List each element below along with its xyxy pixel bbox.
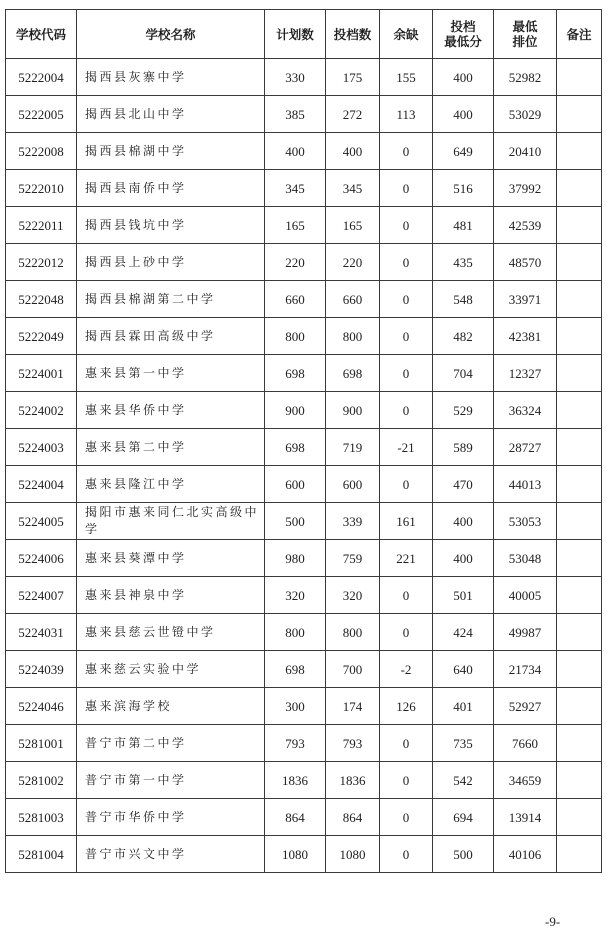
cell-plan-count: 600 — [265, 466, 326, 503]
cell-admitted-count: 345 — [326, 170, 380, 207]
cell-school-name: 惠来县慈云世镫中学 — [77, 614, 265, 651]
table-row — [6, 762, 602, 799]
cell-shortfall: 0 — [380, 392, 433, 429]
cell-plan-count: 300 — [265, 688, 326, 725]
cell-admitted-count: 320 — [326, 577, 380, 614]
cell-school-code: 5224031 — [6, 614, 77, 651]
cell-school-code: 5222008 — [6, 133, 77, 170]
cell-admitted-count: 900 — [326, 392, 380, 429]
cell-note — [557, 392, 602, 429]
cell-school-code: 5224001 — [6, 355, 77, 392]
cell-min-score: 400 — [433, 96, 494, 133]
cell-min-rank: 42381 — [494, 318, 557, 355]
header-min-rank-line2: 排位 — [512, 34, 538, 49]
cell-school-name: 惠来滨海学校 — [77, 688, 265, 725]
table-row — [6, 429, 602, 466]
cell-min-score: 542 — [433, 762, 494, 799]
cell-note — [557, 170, 602, 207]
cell-school-name: 揭西县灰寨中学 — [77, 59, 265, 96]
cell-note — [557, 133, 602, 170]
table-row — [6, 281, 602, 318]
cell-school-code: 5222049 — [6, 318, 77, 355]
cell-plan-count: 1836 — [265, 762, 326, 799]
cell-note — [557, 799, 602, 836]
cell-school-name: 惠来慈云实验中学 — [77, 651, 265, 688]
cell-shortfall: 0 — [380, 170, 433, 207]
cell-plan-count: 320 — [265, 577, 326, 614]
cell-plan-count: 660 — [265, 281, 326, 318]
cell-min-score: 400 — [433, 540, 494, 577]
cell-school-name: 揭阳市惠来同仁北实高级中学 — [77, 503, 265, 540]
cell-plan-count: 385 — [265, 96, 326, 133]
table-row — [6, 133, 602, 170]
cell-min-score: 481 — [433, 207, 494, 244]
cell-plan-count: 698 — [265, 355, 326, 392]
cell-note — [557, 577, 602, 614]
cell-school-name: 惠来县神泉中学 — [77, 577, 265, 614]
cell-plan-count: 500 — [265, 503, 326, 540]
table-body — [6, 59, 602, 873]
header-min-score-line1: 投档 — [450, 19, 476, 34]
cell-school-code: 5281004 — [6, 836, 77, 873]
cell-min-rank: 53048 — [494, 540, 557, 577]
cell-note — [557, 688, 602, 725]
cell-school-code: 5224007 — [6, 577, 77, 614]
header-min-score — [433, 10, 494, 59]
cell-min-score: 435 — [433, 244, 494, 281]
header-admitted-count: 投档数 — [326, 10, 380, 59]
cell-admitted-count: 220 — [326, 244, 380, 281]
cell-school-name: 惠来县华侨中学 — [77, 392, 265, 429]
cell-shortfall: 155 — [380, 59, 433, 96]
cell-school-code: 5224003 — [6, 429, 77, 466]
cell-min-rank: 40106 — [494, 836, 557, 873]
cell-min-score: 500 — [433, 836, 494, 873]
cell-min-rank: 34659 — [494, 762, 557, 799]
header-min-rank-line1: 最低 — [512, 19, 538, 34]
table-row — [6, 392, 602, 429]
cell-note — [557, 281, 602, 318]
cell-min-score: 640 — [433, 651, 494, 688]
cell-note — [557, 59, 602, 96]
table-row — [6, 799, 602, 836]
cell-plan-count: 793 — [265, 725, 326, 762]
cell-min-score: 400 — [433, 59, 494, 96]
cell-plan-count: 1080 — [265, 836, 326, 873]
cell-min-score: 529 — [433, 392, 494, 429]
table-row — [6, 540, 602, 577]
cell-school-name: 惠来县葵潭中学 — [77, 540, 265, 577]
cell-school-code: 5281001 — [6, 725, 77, 762]
cell-plan-count: 900 — [265, 392, 326, 429]
cell-school-code: 5222048 — [6, 281, 77, 318]
cell-school-code: 5224039 — [6, 651, 77, 688]
cell-note — [557, 429, 602, 466]
cell-plan-count: 400 — [265, 133, 326, 170]
header-school-name: 学校名称 — [77, 10, 265, 59]
cell-plan-count: 220 — [265, 244, 326, 281]
cell-school-name: 惠来县第一中学 — [77, 355, 265, 392]
table-row — [6, 503, 602, 540]
cell-shortfall: 0 — [380, 244, 433, 281]
cell-school-name: 普宁市兴文中学 — [77, 836, 265, 873]
cell-min-rank: 13914 — [494, 799, 557, 836]
cell-min-score: 649 — [433, 133, 494, 170]
cell-admitted-count: 1836 — [326, 762, 380, 799]
cell-plan-count: 864 — [265, 799, 326, 836]
cell-shortfall: 0 — [380, 799, 433, 836]
cell-school-name: 揭西县钱坑中学 — [77, 207, 265, 244]
cell-shortfall: 0 — [380, 133, 433, 170]
cell-admitted-count: 272 — [326, 96, 380, 133]
cell-min-rank: 37992 — [494, 170, 557, 207]
cell-school-code: 5224046 — [6, 688, 77, 725]
cell-min-rank: 53029 — [494, 96, 557, 133]
cell-plan-count: 800 — [265, 614, 326, 651]
cell-admitted-count: 793 — [326, 725, 380, 762]
cell-min-rank: 28727 — [494, 429, 557, 466]
cell-min-rank: 12327 — [494, 355, 557, 392]
cell-admitted-count: 339 — [326, 503, 380, 540]
cell-plan-count: 165 — [265, 207, 326, 244]
cell-school-code: 5224004 — [6, 466, 77, 503]
cell-admitted-count: 400 — [326, 133, 380, 170]
cell-shortfall: 0 — [380, 281, 433, 318]
cell-min-rank: 7660 — [494, 725, 557, 762]
cell-plan-count: 980 — [265, 540, 326, 577]
cell-plan-count: 330 — [265, 59, 326, 96]
cell-school-name: 普宁市第一中学 — [77, 762, 265, 799]
cell-school-code: 5224006 — [6, 540, 77, 577]
cell-school-name: 揭西县霖田高级中学 — [77, 318, 265, 355]
cell-plan-count: 800 — [265, 318, 326, 355]
cell-school-name: 惠来县隆江中学 — [77, 466, 265, 503]
cell-shortfall: 0 — [380, 207, 433, 244]
cell-note — [557, 614, 602, 651]
header-plan-count: 计划数 — [265, 10, 326, 59]
cell-school-code: 5222011 — [6, 207, 77, 244]
cell-shortfall: 113 — [380, 96, 433, 133]
cell-school-name: 揭西县北山中学 — [77, 96, 265, 133]
cell-school-code: 5224002 — [6, 392, 77, 429]
cell-note — [557, 355, 602, 392]
cell-school-name: 揭西县南侨中学 — [77, 170, 265, 207]
cell-min-rank: 44013 — [494, 466, 557, 503]
cell-admitted-count: 174 — [326, 688, 380, 725]
cell-shortfall: 0 — [380, 466, 433, 503]
cell-min-rank: 53053 — [494, 503, 557, 540]
cell-min-rank: 42539 — [494, 207, 557, 244]
cell-min-rank: 21734 — [494, 651, 557, 688]
cell-min-score: 589 — [433, 429, 494, 466]
cell-min-score: 482 — [433, 318, 494, 355]
cell-note — [557, 244, 602, 281]
cell-school-name: 揭西县棉湖中学 — [77, 133, 265, 170]
cell-school-code: 5222005 — [6, 96, 77, 133]
cell-school-name: 揭西县上砂中学 — [77, 244, 265, 281]
table-row — [6, 466, 602, 503]
cell-min-rank: 36324 — [494, 392, 557, 429]
cell-min-score: 400 — [433, 503, 494, 540]
cell-admitted-count: 1080 — [326, 836, 380, 873]
header-min-score-line2: 最低分 — [444, 34, 482, 49]
cell-note — [557, 540, 602, 577]
table-row — [6, 59, 602, 96]
cell-note — [557, 651, 602, 688]
cell-shortfall: 0 — [380, 355, 433, 392]
cell-school-name: 普宁市华侨中学 — [77, 799, 265, 836]
cell-shortfall: 0 — [380, 614, 433, 651]
cell-min-score: 501 — [433, 577, 494, 614]
table-row — [6, 836, 602, 873]
cell-min-score: 548 — [433, 281, 494, 318]
header-min-rank — [494, 10, 557, 59]
cell-min-score: 694 — [433, 799, 494, 836]
cell-shortfall: 0 — [380, 762, 433, 799]
cell-note — [557, 836, 602, 873]
table-row — [6, 170, 602, 207]
cell-min-score: 735 — [433, 725, 494, 762]
cell-note — [557, 725, 602, 762]
table-row — [6, 96, 602, 133]
cell-school-code: 5222012 — [6, 244, 77, 281]
cell-min-rank: 52982 — [494, 59, 557, 96]
cell-school-code: 5222004 — [6, 59, 77, 96]
cell-admitted-count: 175 — [326, 59, 380, 96]
cell-school-code: 5222010 — [6, 170, 77, 207]
cell-min-score: 704 — [433, 355, 494, 392]
cell-note — [557, 207, 602, 244]
table-row — [6, 725, 602, 762]
page-number: -9- — [545, 914, 561, 929]
cell-admitted-count: 700 — [326, 651, 380, 688]
cell-shortfall: 161 — [380, 503, 433, 540]
table-header-row — [6, 10, 602, 59]
cell-shortfall: -21 — [380, 429, 433, 466]
table-row — [6, 688, 602, 725]
cell-note — [557, 466, 602, 503]
table-row — [6, 651, 602, 688]
cell-admitted-count: 864 — [326, 799, 380, 836]
header-note: 备注 — [557, 10, 602, 59]
cell-note — [557, 318, 602, 355]
cell-note — [557, 96, 602, 133]
table-row — [6, 355, 602, 392]
cell-plan-count: 698 — [265, 651, 326, 688]
cell-note — [557, 503, 602, 540]
cell-admitted-count: 698 — [326, 355, 380, 392]
cell-min-rank: 40005 — [494, 577, 557, 614]
header-shortfall: 余缺 — [380, 10, 433, 59]
cell-plan-count: 345 — [265, 170, 326, 207]
cell-school-name: 普宁市第二中学 — [77, 725, 265, 762]
cell-min-rank: 20410 — [494, 133, 557, 170]
cell-school-code: 5281003 — [6, 799, 77, 836]
cell-school-name: 揭西县棉湖第二中学 — [77, 281, 265, 318]
admission-table — [5, 9, 602, 873]
cell-shortfall: 0 — [380, 577, 433, 614]
cell-min-rank: 48570 — [494, 244, 557, 281]
cell-admitted-count: 165 — [326, 207, 380, 244]
cell-shortfall: 0 — [380, 318, 433, 355]
cell-admitted-count: 660 — [326, 281, 380, 318]
cell-admitted-count: 800 — [326, 318, 380, 355]
cell-school-code: 5224005 — [6, 503, 77, 540]
cell-admitted-count: 600 — [326, 466, 380, 503]
cell-plan-count: 698 — [265, 429, 326, 466]
cell-school-code: 5281002 — [6, 762, 77, 799]
header-school-code: 学校代码 — [6, 10, 77, 59]
cell-min-score: 470 — [433, 466, 494, 503]
cell-min-rank: 33971 — [494, 281, 557, 318]
cell-admitted-count: 719 — [326, 429, 380, 466]
cell-shortfall: 0 — [380, 836, 433, 873]
cell-shortfall: 221 — [380, 540, 433, 577]
cell-min-rank: 49987 — [494, 614, 557, 651]
cell-min-score: 424 — [433, 614, 494, 651]
cell-shortfall: -2 — [380, 651, 433, 688]
table-row — [6, 614, 602, 651]
table-row — [6, 244, 602, 281]
cell-admitted-count: 800 — [326, 614, 380, 651]
table-row — [6, 318, 602, 355]
cell-note — [557, 762, 602, 799]
cell-min-score: 516 — [433, 170, 494, 207]
cell-min-score: 401 — [433, 688, 494, 725]
table-row — [6, 577, 602, 614]
cell-min-rank: 52927 — [494, 688, 557, 725]
table-row — [6, 207, 602, 244]
cell-admitted-count: 759 — [326, 540, 380, 577]
cell-shortfall: 0 — [380, 725, 433, 762]
cell-school-name: 惠来县第二中学 — [77, 429, 265, 466]
cell-shortfall: 126 — [380, 688, 433, 725]
